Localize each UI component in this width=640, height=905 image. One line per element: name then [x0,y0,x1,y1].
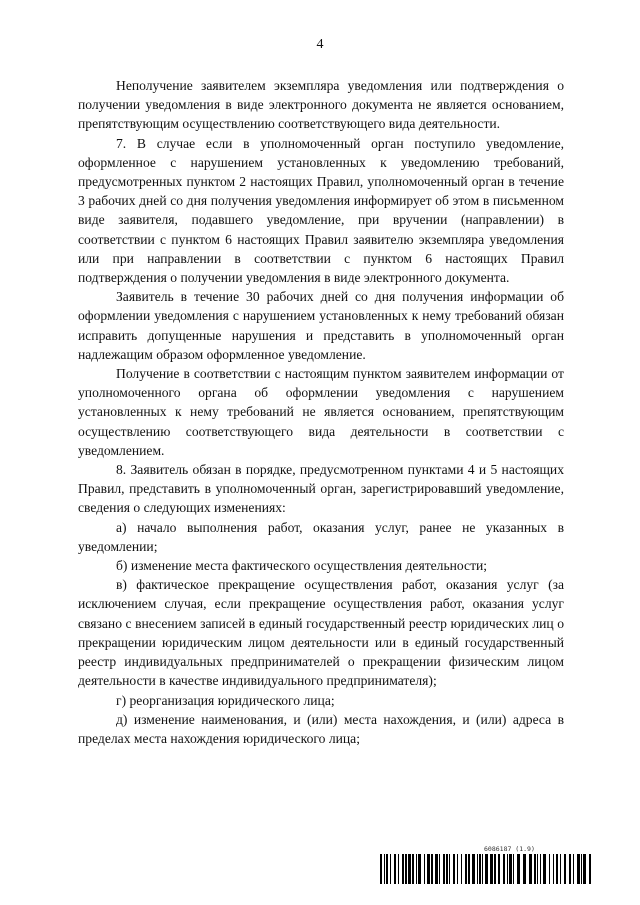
paragraph: Неполучение заявителем экземпляра уведомления или подтверждения о получении уведомления в виде электронного документа не является основанием, препятствующим осуществлению соответствующего вида деятельности. [78,78,564,132]
barcode-number: 6086187 (1.9) [484,845,535,853]
paragraph: 7. В случае если в уполномоченный орган поступило уведомление, оформленное с нарушением установленных к уведомлению требований, предусмотренных пунктом 2 настоящих Правил, уполномоченный орган в течение 3 рабочих дней со дня получения уведомления информирует об этом в письменном виде заявителя, подавшего уведомление, при вручении (направлении) в соответствии с пунктом 6 настоящих Правил заявителю экземпляра уведомления или при направлении в соответствии с пунктом 6 настоящих Правил подтверждения о получении уведомления в виде электронного документа. [78,135,564,286]
barcode-icon [380,854,592,884]
paragraph: Заявитель в течение 30 рабочих дней со дня получения информации об оформлении уведомления с нарушением установленных к нему требований обязан исправить допущенные нарушения и представить в уполномоченный орган надлежащим образом оформленное уведомление. [78,289,564,362]
list-item: г) реорганизация юридического лица; [116,692,335,708]
list-item: д) изменение наименования, и (или) места нахождения, и (или) адреса в пределах места нахождения юридического лица; [78,711,564,746]
paragraph: 8. Заявитель обязан в порядке, предусмотренном пунктами 4 и 5 настоящих Правил, представить в уполномоченный орган, зарегистрировавший уведомление, сведения о следующих изменениях: [78,462,564,516]
list-item: в) фактическое прекращение осуществления работ, оказания услуг (за исключением случая, если прекращение осуществления работ, оказания услуг связано с внесением записей в единый государственный реестр юридических лиц о прекращении юридическим лицом деятельности или в единый государственный реестр индивидуальных предпринимателей о прекращении физическим лицом деятельности в качестве индивидуального предпринимателя); [78,577,564,689]
document-body [78,76,564,748]
page-number: 4 [316,37,324,52]
list-item: б) изменение места фактического осуществления деятельности; [116,558,488,574]
paragraph: Получение в соответствии с настоящим пунктом заявителем информации от уполномоченного органа об оформлении уведомления с нарушением установленных к нему требований не является основанием, препятствующим осуществлению соответствующего вида деятельности в соответствии с уведомлением. [78,366,564,458]
list-item: а) начало выполнения работ, оказания услуг, ранее не указанных в уведомлении; [78,519,564,554]
